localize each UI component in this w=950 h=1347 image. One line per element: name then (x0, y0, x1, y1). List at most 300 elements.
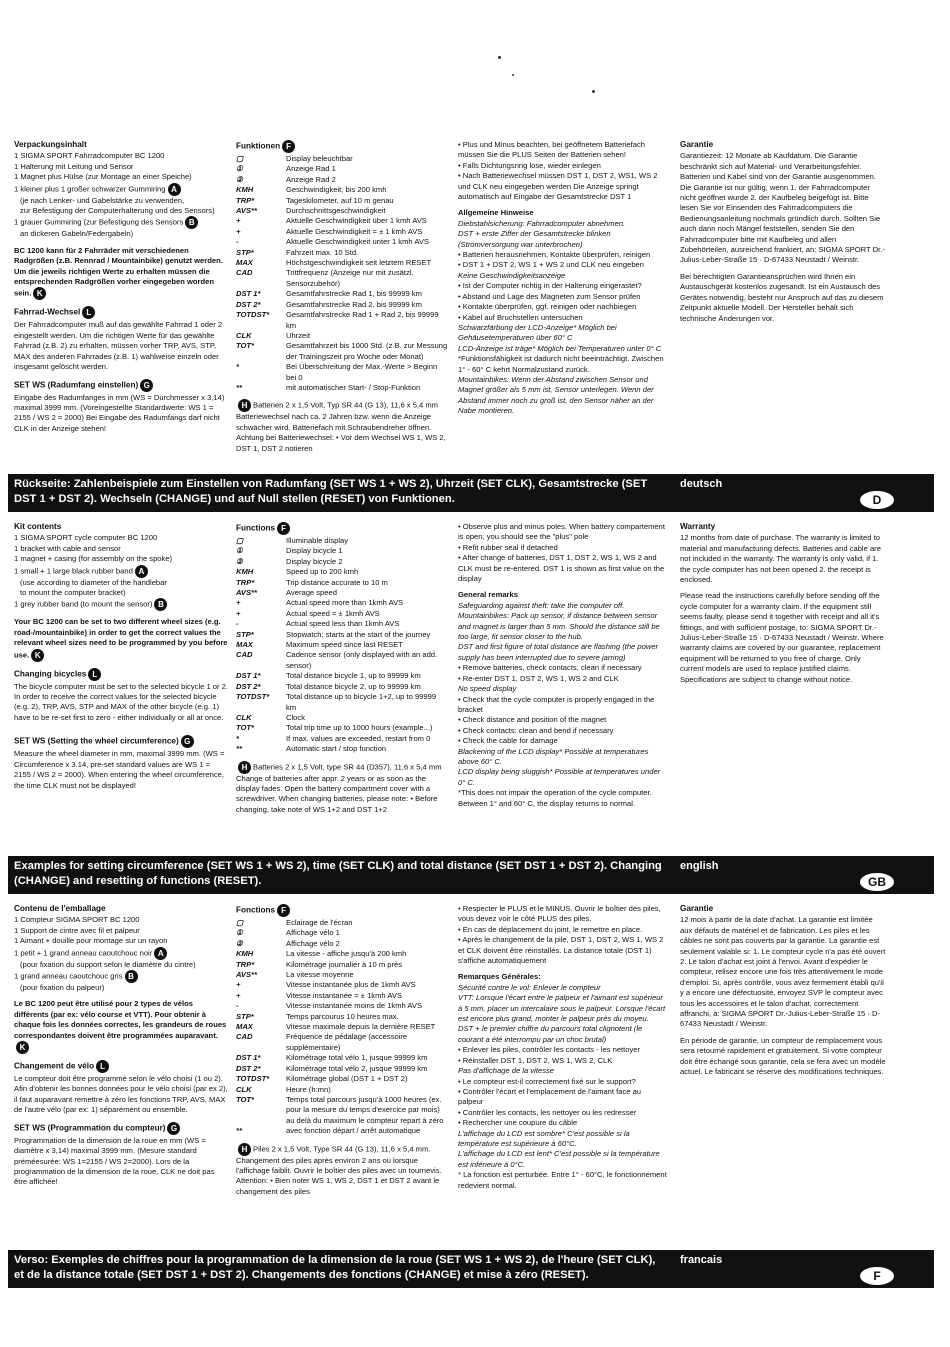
function-description: Kilométrage journalier à 10 m près (286, 959, 403, 969)
function-row (236, 362, 448, 383)
banner-title: Examples for setting circumference (SET WS 1 + WS 2), time (SET CLK) and total distance (SET DST 1 + DST 2). Changing (CHANGE) and resetting of functions (RESET). (14, 860, 662, 887)
de-pack-item: 1 kleiner plus 1 großer schwarzer Gummiring (14, 184, 166, 194)
function-description: avec fonction départ / arrêt automatique (286, 1126, 421, 1136)
de-intro: BC 1200 kann für 2 Fahrräder mit verschiedenen Radgrößen (z.B. Rennrad / Mountainbike) genutzt werden. Um die jeweils richtigen Werte zu erhalten müssen die entsprechenden Radgrößen vorher eingegeben worden sein. (14, 245, 223, 298)
note-paragraph: • Abstand und Lage des Magneten zum Sensor prüfen (458, 291, 641, 301)
function-row (236, 1053, 448, 1063)
de-general-notes (458, 140, 668, 417)
en-pack-title: Kit contents (14, 522, 62, 531)
badge-h: H (238, 399, 251, 412)
function-description: Affichage vélo 2 (286, 938, 340, 948)
function-description: Fréquence de pédalage (accessoire supplémentaire) (286, 1032, 408, 1052)
function-key: ② (236, 556, 243, 566)
fr-pack-item: (pour fixation du support selon le diamètre du cintre) (20, 959, 196, 969)
de-setws-title: SET WS (Radumfang einstellen) (14, 380, 139, 390)
function-row (236, 609, 448, 619)
function-key: MAX (236, 258, 253, 268)
function-description: Eclairage de l'écran (286, 918, 353, 927)
function-key: TRP* (236, 959, 255, 969)
notes-heading: Allgemeine Hinweise (458, 208, 534, 218)
note-paragraph: • Le compteur est-il correctement fixé sur le support? (458, 1076, 636, 1086)
function-description: Trittfrequenz (Anzeige nur mit zusätzl. Sensorzubehör) (286, 268, 414, 288)
function-row (236, 991, 448, 1001)
function-description: Temps total parcours jusqu'à 1000 heures (ex. pour la mesure du temps d'exercice par mois) au delà du maximum le compteur repart à zéro (286, 1094, 444, 1125)
fr-intro: Le BC 1200 peut être utilisé pour 2 types de vélos différents (par ex: vélo course et VTT). Pour obtenir à chaque fois les données correctes, les grandeurs de roues correspondantes doivent être programmées auparavant. (14, 999, 227, 1040)
function-key: TOT* (236, 341, 255, 351)
function-key: - (236, 619, 239, 629)
function-key: DST 1* (236, 289, 261, 299)
note-paragraph: VTT: Lorsque l'écart entre le palpeur et l'aimant est supérieur à 5 mm, placer un intercalaire sous le palpeur. Lorsque l'écart est encore plus grand, monter le palpeur près du moyeu. (458, 993, 666, 1024)
en-pack-item: 1 grey rubber band (to mount the sensor) (14, 599, 153, 609)
col-de-1 (14, 140, 228, 434)
de-pack-item: zur Befestigung der Computerhalterung und des Sensors) (20, 206, 215, 216)
function-row (236, 619, 448, 629)
en-pack-item: 1 bracket with cable and sensor (14, 543, 121, 553)
en-pack-item: 1 SIGMA SPORT cycle computer BC 1200 (14, 533, 158, 543)
badge-k: K (31, 649, 44, 662)
badge-f: F (277, 522, 290, 535)
col-de-2 (236, 140, 448, 454)
function-description: Aktuelle Geschwindigkeit unter 1 kmh AVS (286, 237, 429, 247)
de-pack-title: Verpackungsinhalt (14, 140, 87, 149)
function-description: La vitesse - affiche jusqu'à 200 kmh (286, 949, 407, 959)
en-functions-list (236, 536, 448, 755)
function-description: Clock (286, 712, 305, 722)
badge-l: L (88, 668, 101, 681)
function-key: * (236, 362, 239, 372)
note-paragraph: • Rechercher une coupure du câble (458, 1118, 578, 1128)
function-row (236, 692, 448, 713)
note-paragraph: DST + le premier chiffre du parcours total clignotent (le courant a été interrompu par un choc brutal) (458, 1024, 643, 1044)
note-paragraph: DST and first figure of total distance are flashing (the power supply has been interrupted due to severe jarring) (458, 642, 659, 662)
note-paragraph: • En cas de déplacement du joint, le remettre en place. (458, 924, 643, 934)
function-row (236, 258, 448, 268)
col-en-2 (236, 522, 448, 815)
function-row (236, 713, 448, 723)
function-description: Aktuelle Geschwindigkeit = ± 1 kmh AVS (286, 226, 423, 236)
function-description: Temps parcourus 10 heures max. (286, 1011, 399, 1021)
note-paragraph: Schwarzfärbung der LCD-Anzeige* Möglich bei Gehäusetemperaturen über 60° C (458, 322, 617, 343)
function-description: If max. values are exceeded, restart from 0 (286, 733, 431, 743)
function-row (236, 598, 448, 608)
section-francais (0, 902, 950, 1242)
function-description: Kilométrage total vélo 1, jusque 99999 km (286, 1053, 428, 1063)
function-description: Vitesse maximale depuis la dernière RESET (286, 1022, 436, 1032)
function-key: TOT* (236, 723, 255, 733)
en-pack-item: 1 small + 1 large black rubber band (14, 566, 133, 576)
de-functions-list (236, 154, 448, 393)
note-paragraph: • Plus und Minus beachten, bei geöffnetem Batteriefach müssen Sie die PLUS Seiten der Batterien sehen! (458, 140, 645, 160)
function-key: KMH (236, 185, 254, 195)
col-en-4 (680, 522, 886, 685)
function-row (236, 196, 448, 206)
language-label: english (680, 860, 719, 872)
fr-battery-text: Piles 2 x 1,5 Volt, Type SR 44 (G 13), 11,6 x 5,4 mm. Changement des piles après environ 2 ans ou lorsque l'affichage faiblit. Ouvrir le boîtier des piles avec un tournevis. Attention: • Bien noter WS 1, WS 2, DST 1 et DST 2 avant le changement des piles (236, 1144, 442, 1196)
badge-f: F (282, 140, 295, 153)
en-setws-title: SET WS (Setting the wheel circumference) (14, 736, 179, 746)
function-key: ① (236, 928, 243, 938)
fr-pack-item: 1 Aimant + douille pour montage sur un rayon (14, 936, 168, 946)
note-paragraph: • Re-enter DST 1, DST 2, WS 1, WS 2 and CLK (458, 673, 619, 683)
function-row (236, 1095, 448, 1126)
function-description: Tageskilometer, auf 10 m genau (286, 195, 394, 205)
function-key: ▢ (236, 154, 244, 163)
en-warranty-title: Warranty (680, 522, 716, 531)
en-pack-item: (use according to diameter of the handlebar (20, 577, 167, 587)
en-intro: Your BC 1200 can be set to two different wheel sizes (e.g. road-/mountainbike) in order to get the correct values the relevant wheel sizes need to be programmed by you before use. (14, 617, 228, 660)
badge-k: K (33, 287, 46, 300)
de-wheel-text: Der Fahrradcomputer muß auf das gewählte Fahrrad 1 oder 2 eingestellt werden. Um die richtigen Werte für das gewählte Fahrrad (z.B. 2) zu erhalten, müssen vorher TRP, AVS, STP, MAX des anderen Fahrrades (z.B. 1) wahlweise einzeln oder insgesamt gelöscht werden. (14, 320, 223, 372)
function-key: + (236, 980, 241, 990)
function-row (236, 640, 448, 650)
de-setws-text: Eingabe des Radumfanges in mm (WS = Durchmesser x 3,14) maximal 3999 mm. (Voreingestellte Standardwerte: WS 1 = 2155 / WS 2 = 2000) Bei Eingabe des Radumfangs darf nicht CLK in der Anzeige stehen! (14, 392, 225, 433)
function-row (236, 1085, 448, 1095)
function-key: CLK (236, 1084, 252, 1094)
note-paragraph: *Funktionsfähigkeit ist dadurch nicht beeinträchtigt. Zwischen 1° - 60° C kehrt Normalzustand zurück. (458, 354, 664, 374)
function-key: AVS** (236, 588, 257, 598)
function-key: AVS** (236, 206, 257, 216)
badge-b: B (154, 598, 167, 611)
banner-deutsch (8, 474, 934, 512)
fr-warranty-text: 12 mois à partir de la date d'achat. La garantie est limitée aux défauts de matériel et de fabrication. Les piles et les câbles ne sont pas couverts par la garantie. La garantie est seulement valable si: 1. Le compteur cycle n'a pas été ouvert 2. Le talon d'achat est joint à l'envoi. Avant d'expédier le compteur, relisez encore une fois très attentivement le mode d'emploi. Si, après contrôle, vous avez fermement établi qu'il y a encore une défectuosité, envoyez SVP le compteur avec tous les accessoires et le talon d'achat, correctement affranchi, à: SIGMA SPORT Dr.-Julius-Leber-Straße 15 · D-67433 Neustadt / Weinstr. (680, 915, 886, 1029)
en-warranty-text: 12 months from date of purchase. The warranty is limited to material and manufacturing defects. Batteries and cable are not included in the warranty. The warranty is only valid, if 1. the cycle computer has not been opened 2. the receipt is enclosed. (680, 533, 881, 585)
fr-wheel-title: Changement de vélo (14, 1061, 95, 1071)
note-paragraph: • Contrôler les contacts, les nettoyer ou les redresser (458, 1107, 637, 1117)
note-paragraph: Mountainbikes: Wenn der Abstand zwischen Sensor und Magnet größer als 5 mm ist, Sensor unterlegen. Wenn der Abstand immer noch zu groß ist, den Sensor näher an der Nabe montieren. (458, 374, 654, 416)
function-key: DST 2* (236, 299, 261, 309)
note-paragraph: • DST 1 + DST 2, WS 1 + WS 2 und CLK neu eingeben (458, 260, 644, 270)
note-paragraph: • After change of batteries, DST 1, DST 2, WS 1, WS 2 and CLK must be re-entered. DST 1 is shown as first value on the display (458, 553, 665, 584)
note-paragraph: • Check the cable for damage (458, 736, 558, 746)
function-key: TOTDST* (236, 692, 270, 702)
function-row (236, 331, 448, 341)
function-row (236, 383, 448, 393)
note-paragraph: L'affichage du LCD est lent* C'est possible si la température est inférieure à 0°C. (458, 1149, 660, 1169)
function-row (236, 671, 448, 681)
note-paragraph: No speed display (458, 684, 517, 694)
function-key: TOTDST* (236, 310, 270, 320)
note-paragraph: • Respecter le PLUS et le MINUS. Ouvrir le boîtier des piles, vous devez voir le côté PLUS des piles. (458, 904, 661, 924)
function-row (236, 1012, 448, 1022)
function-row (236, 1064, 448, 1074)
function-row (236, 216, 448, 226)
note-paragraph: LCD display being sluggish* Possible at temperatures under 0° C. (458, 767, 661, 787)
function-key: MAX (236, 640, 253, 650)
function-description: Heure (h:mn) (286, 1084, 331, 1094)
de-pack-item: an dickeren Gabeln/Federgabeln) (20, 229, 134, 239)
function-row (236, 154, 448, 164)
function-row (236, 248, 448, 258)
function-row (236, 268, 448, 289)
note-paragraph: DST + erste Ziffer der Gesamtstrecke blinken (Stromversorgung war unterbrochen) (458, 229, 611, 249)
notes-heading: General remarks (458, 590, 518, 600)
function-description: La vitesse moyenne (286, 970, 354, 980)
function-description: Vitesse instantanée = ± 1kmh AVS (286, 990, 402, 1000)
badge-g: G (181, 735, 194, 748)
function-key: CAD (236, 1032, 253, 1042)
fr-functions-list (236, 918, 448, 1137)
function-description: Total distance bicycle 2, up to 99999 km (286, 681, 421, 691)
function-description: Uhrzeit (286, 330, 311, 340)
note-paragraph: • Check distance and position of the magnet (458, 715, 607, 725)
note-paragraph: • Observe plus and minus poles. When battery compartement is open, you should see the "plus" pole (458, 522, 665, 542)
function-row (236, 536, 448, 546)
fr-warranty-text-2: En période de garantie, un compteur de remplacement vous sera retourné rapidement et gratuitement. Si votre compteur doit être échangé sous garantie, cela se fera avec un modèle actuel. Le fabricant se réserve des modifications techniques. (680, 1035, 886, 1077)
function-row (236, 164, 448, 174)
de-warranty-text-2: Bei berechtigten Garantieansprüchen wird Ihnen ein Austauschgerät kostenlos zugesandt. Ist ein Austausch des Gerätes notwendig, besteht nur Anspruch auf das zu diesem Zeitpunkt aktuelle Modell. Der Hersteller behält sich technische Änderungen vor. (680, 271, 884, 323)
function-key: DST 2* (236, 681, 261, 691)
function-key: AVS** (236, 970, 257, 980)
function-description: Display bicycle 1 (286, 546, 343, 556)
function-key: - (236, 237, 239, 247)
function-row (236, 567, 448, 577)
col-fr-2 (236, 904, 448, 1197)
function-description: Actual speed less than 1kmh AVS (286, 619, 400, 629)
function-key: ① (236, 546, 243, 556)
function-key: STP* (236, 629, 254, 639)
col-en-1 (14, 522, 228, 791)
note-paragraph: Pas d'affichage de la vitesse (458, 1066, 555, 1076)
en-wheel-text: The bicycle computer must be set to the selected bicycle 1 or 2. In order to receive the correct values for the selected bicycle (e.g. 2), TRP, AVS, STP and MAX of the other bicycle (e.g. 1) have to be re-set first to zero - either individually or all at once. (14, 681, 228, 722)
function-description: Automatic start / stop function (286, 744, 387, 754)
function-key: + (236, 990, 241, 1000)
function-row (236, 682, 448, 692)
language-label: deutsch (680, 478, 723, 490)
de-pack-item: 1 grauer Gummiring (zur Befestigung des Sensors (14, 217, 184, 227)
en-battery-text: Batteries 2 x 1,5 Volt, type SR 44 (D357), 11,6 x 5,4 mm Change of batteries after appr. 2 years or as soon as the display fades. Open the battery compartment cover with a screwdriver. When changing batteries, please note: • Before changing, take note of WS 1+2 and DST 1+2 (236, 762, 442, 814)
function-key: - (236, 1001, 239, 1011)
note-paragraph: • Batterien herausnehmen, Kontakte überprüfen, reinigen (458, 250, 651, 260)
section-english (0, 520, 950, 850)
badge-a: A (168, 183, 181, 196)
function-key: STP* (236, 1011, 254, 1021)
function-description: Actual speed = ± 1kmh AVS (286, 608, 380, 618)
note-paragraph: Safeguarding against theft: take the computer off. (458, 600, 625, 610)
col-fr-4 (680, 904, 886, 1078)
function-key: ** (236, 1126, 242, 1136)
function-row (236, 289, 448, 299)
function-description: Gesamtfahrstrecke Rad 1, bis 99999 km (286, 289, 422, 299)
badge-b: B (185, 216, 198, 229)
note-paragraph: * La fonction est perturbée. Entre 1° - 60°C, le fonctionnement redevient normal. (458, 1170, 667, 1190)
badge-a: A (154, 947, 167, 960)
note-paragraph: • Remove batteries, check contacts, clean if necessary (458, 663, 642, 673)
de-pack-item: 1 SIGMA SPORT Fahrradcomputer BC 1200 (14, 151, 165, 161)
fr-wheel-text: Le compteur doit être programmé selon le vélo choisi (1 ou 2). Afin d'obtenir les bonnes données pour le vélo choisi (par ex 2), il faut auparavant remettre à zéro les fonctions TRP, AVS, MAX de l'autre vélo (par ex: 1) séparément ou ensemble. (14, 1074, 228, 1115)
function-description: Anzeige Rad 2 (286, 174, 336, 184)
badge-l: L (96, 1060, 109, 1073)
fr-pack-item: 1 grand anneau caoutchouc gris (14, 971, 123, 981)
function-description: Average speed (286, 588, 337, 598)
note-paragraph: *This does not impair the operation of the cycle computer. Between 1° and 60° C, the display returns to normal. (458, 788, 652, 808)
function-description: Fahrzeit max. 10 Std. (286, 247, 359, 257)
function-row (236, 341, 448, 362)
badge-a: A (135, 565, 148, 578)
function-description: Geschwindigkeit, bis 200 kmh (286, 185, 387, 195)
note-paragraph: L'affichage du LCD est sombre* C'est possible si la température est supérieure à 60°C. (458, 1128, 630, 1148)
function-key: ② (236, 938, 243, 948)
en-func-title: Functions (236, 523, 276, 533)
function-key: ① (236, 164, 243, 174)
function-key: + (236, 608, 241, 618)
function-row (236, 546, 448, 556)
function-key: CLK (236, 330, 252, 340)
fr-general-notes (458, 904, 668, 1191)
function-key: DST 1* (236, 1053, 261, 1063)
col-de-4 (680, 140, 886, 324)
fr-pack-item: (pour fixation du palpeur) (20, 983, 105, 993)
function-row (236, 588, 448, 598)
function-key: TRP* (236, 195, 255, 205)
function-description: Display bicycle 2 (286, 556, 343, 566)
function-row (236, 1022, 448, 1032)
en-warranty-text-2: Please read the instructions carefully before sending off the cycle computer for a warranty claim. If the equipment still seems faulty, please send it together with receipt and all it's fittings, and with sufficient postage, to: SIGMA SPORT Dr.-Julius-Leber-Straße 15 · D-67433 Neustadt / Weinstr. Where warranty claims are covered by our guarantee, replacement equipment will be returned to you free of charge. Only current models are used to replace justified claims. Specifications are subject to change without notice. (680, 591, 884, 684)
de-warranty-title: Garantie (680, 140, 714, 149)
function-description: mit automatischer Start- / Stop-Funktion (286, 382, 421, 392)
note-paragraph: • Refit rubber seal if detached (458, 542, 558, 552)
function-row (236, 1074, 448, 1084)
language-label: francais (680, 1254, 723, 1266)
function-row (236, 1126, 448, 1136)
function-row (236, 1001, 448, 1011)
banner-title: Rückseite: Zahlenbeispiele zum Einstellen von Radumfang (SET WS 1 + WS 2), Uhrzeit (SET CLK), Gesamtstrecke (SET DST 1 + DST 2). Wechseln (CHANGE) und auf Null stellen (RESET) von Funktionen. (14, 478, 648, 505)
banner-francais (8, 1250, 934, 1288)
function-row (236, 227, 448, 237)
function-row (236, 744, 448, 754)
function-key: MAX (236, 1022, 253, 1032)
note-paragraph: • Check contacts: clean and bend if necessary (458, 725, 614, 735)
function-row (236, 630, 448, 640)
col-de-3 (458, 140, 668, 417)
de-pack-item: 1 Magnet plus Hülse (zur Montage an einer Speiche) (14, 172, 192, 182)
note-paragraph: • Enlever les piles, contrôler les contacts - les nettoyer (458, 1045, 641, 1055)
function-row (236, 578, 448, 588)
function-row (236, 206, 448, 216)
function-description: Vitesse instantanée moins de 1kmh AVS (286, 1001, 423, 1011)
note-paragraph: Blackening of the LCD display* Possible at temperatures above 60° C. (458, 746, 649, 766)
de-battery-text: Batterien 2 x 1,5 Volt, Typ SR 44 (G 13), 11,6 x 5,4 mm Batteriewechsel nach ca. 2 Jahren bzw. wenn die Anzeige schwächer wird. Batteriefach mit Schraubendreher öffnen. Achtung bei Batteriewechsel: • Vor dem Wechsel WS 1, WS 2, DST 1, DST 2 notieren (236, 400, 446, 453)
function-description: Affichage vélo 1 (286, 928, 340, 938)
badge-h: H (238, 1143, 251, 1156)
badge-f: F (277, 904, 290, 917)
note-paragraph: • Après le changement de la pile, DST 1, DST 2, WS 1, WS 2 et CLK doivent être réinstallés. La distance totale (DST 1) s'affiche automatiquement (458, 935, 664, 966)
function-key: + (236, 226, 241, 236)
function-key: ② (236, 174, 243, 184)
notes-heading: Remarques Générales: (458, 972, 541, 982)
function-key: CAD (236, 650, 253, 660)
function-row (236, 734, 448, 744)
function-row (236, 970, 448, 980)
function-row (236, 939, 448, 949)
section-deutsch (0, 136, 950, 512)
en-general-notes (458, 522, 668, 809)
function-description: Total distance bicycle 1, up to 99999 km (286, 671, 421, 681)
badge-g: G (167, 1122, 180, 1135)
function-key: TOT* (236, 1094, 255, 1104)
de-pack-item: 1 Halterung mit Leitung und Sensor (14, 161, 134, 171)
function-description: Anzeige Rad 1 (286, 164, 336, 174)
fr-pack-item: 1 Support de cintre avec fil et palpeur (14, 925, 140, 935)
function-description: Display beleuchtbar (286, 154, 353, 163)
note-paragraph: • Kabel auf Bruchstellen untersuchen (458, 312, 583, 322)
banner-english (8, 856, 934, 894)
function-description: Maximum speed since last RESET (286, 640, 403, 650)
function-description: Gesamtfahrzeit bis 1000 Std. (z.B. zur Messung der Trainingszeit pro Woche oder Monat) (286, 341, 448, 361)
function-key: STP* (236, 247, 254, 257)
function-key: TRP* (236, 577, 255, 587)
en-setws-text: Measure the wheel diameter in mm, maximal 3999 mm. (WS = Circumference x 3.14, pre-set standard values are WS 1 = 2155 / WS 2 = 2000). When entering the wheel circumference, the time CLK must not be displayed! (14, 749, 225, 790)
badge-k: K (16, 1041, 29, 1054)
function-row (236, 1032, 448, 1053)
function-key: CAD (236, 268, 253, 278)
function-description: Actual speed more than 1kmh AVS (286, 598, 404, 608)
function-description: Total trip time up to 1000 hours (example...) (286, 723, 433, 733)
note-paragraph: • Kontakte überprüfen, ggf. reinigen oder nachbiegen (458, 302, 637, 312)
banner-title: Verso: Exemples de chiffres pour la programmation de la dimension de la roue (SET WS 1 + WS 2), de l'heure (SET CLK), et de la distance totale (SET DST 1 + DST 2). Changements des fonctions (CHANGE) et mise à zéro (RESET). (14, 1254, 656, 1281)
function-key: DST 1* (236, 671, 261, 681)
function-row (236, 949, 448, 959)
function-description: Durchschnittsgeschwindigkeit (286, 206, 386, 216)
de-func-title: Funktionen (236, 141, 281, 151)
note-paragraph: Mountainbikes: Pack up sensor, if distance between sensor and magnet is larger than 5 mm. Should the distance still be too large, fit sensor closer to the hub. (458, 611, 660, 642)
function-key: ** (236, 744, 242, 754)
function-row (236, 237, 448, 247)
function-description: Vitesse instantanée plus de 1kmh AVS (286, 980, 416, 990)
function-description: Stopwatch; starts at the start of the journey (286, 629, 431, 639)
badge-b: B (125, 970, 138, 983)
function-key: + (236, 598, 241, 608)
note-paragraph: Sécurité contre le vol: Enlever le compteur (458, 982, 601, 992)
function-description: Kilométrage total vélo 2, jusque 99999 km (286, 1063, 428, 1073)
function-row (236, 185, 448, 195)
fr-setws-text: Programmation de la dimension de la roue en mm (WS = diamètre x 3,14) maximal 3999 mm. (Mesure standard préméesurée: WS 1=2155 / WS 2=2000). Lors de la programmation de la dimension de la roue, CLK ne doit pas être affichée! (14, 1135, 215, 1187)
function-row (236, 960, 448, 970)
note-paragraph: Keine Geschwindigkeitsanzeige (458, 270, 566, 280)
fr-warranty-title: Garantie (680, 904, 714, 913)
function-description: Speed up to 200 kmh (286, 567, 359, 577)
function-row (236, 557, 448, 567)
note-paragraph: • Check that the cycle computer is properly engaged in the bracket (458, 694, 655, 714)
col-fr-1 (14, 904, 228, 1188)
country-code-badge: F (860, 1267, 894, 1285)
function-row (236, 918, 448, 928)
country-code-badge: D (860, 491, 894, 509)
en-wheel-title: Changing bicycles (14, 669, 87, 679)
fr-pack-item: 1 petit + 1 grand anneau caoutchouc noir (14, 948, 153, 958)
function-row (236, 310, 448, 331)
function-description: Cadence sensor (only displayed with an add. sensor) (286, 650, 438, 670)
function-row (236, 300, 448, 310)
country-code-badge: GB (860, 873, 894, 891)
note-paragraph: LCD-Anzeige ist träge* Möglich bei Temperaturen unter 0° C (458, 343, 662, 353)
en-pack-item: to mount the computer bracket) (20, 588, 126, 598)
col-fr-3 (458, 904, 668, 1191)
function-key: CLK (236, 712, 252, 722)
function-description: Kilométrage global (DST 1 + DST 2) (286, 1074, 408, 1084)
badge-g: G (140, 379, 153, 392)
function-row (236, 723, 448, 733)
function-row (236, 980, 448, 990)
function-key: DST 2* (236, 1063, 261, 1073)
fr-setws-title: SET WS (Programmation du compteur) (14, 1123, 166, 1133)
col-en-3 (458, 522, 668, 809)
function-description: Aktuelle Geschwindigkeit über 1 kmh AVS (286, 216, 427, 226)
function-description: Gesamtfahrstrecke Rad 1 + Rad 2, bis 99999 km (286, 310, 439, 330)
function-row (236, 175, 448, 185)
function-description: Trip distance accurate to 10 m (286, 577, 388, 587)
note-paragraph: • Réinstaller DST 1, DST 2, WS 1, WS 2, CLK (458, 1055, 613, 1065)
function-description: Total distance up to bicycle 1+2, up to 99999 km (286, 692, 437, 712)
